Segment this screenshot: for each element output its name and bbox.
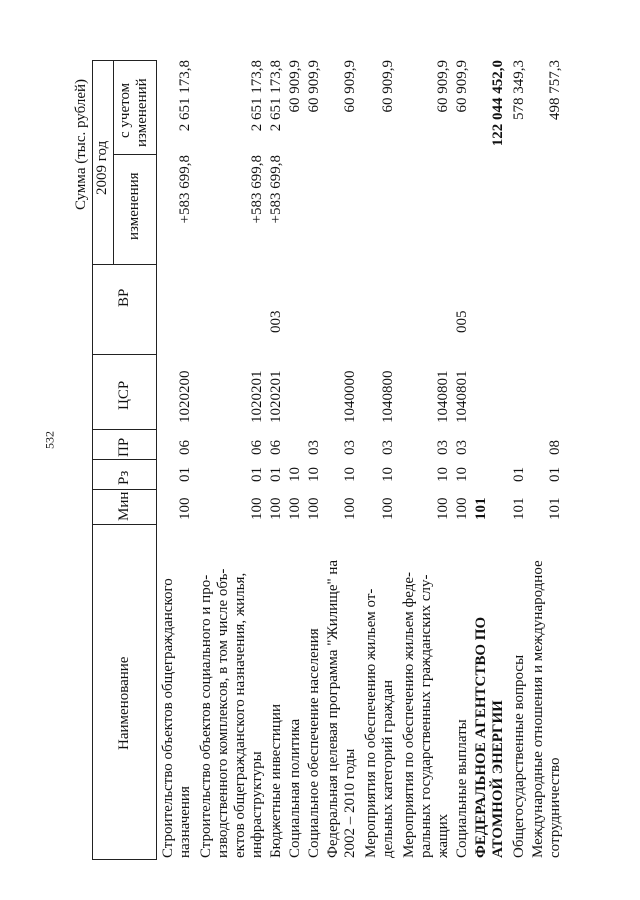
row-7-rz: 10 xyxy=(380,467,396,482)
row-8-total: 60 909,9 xyxy=(435,60,451,113)
row-1-pr: 06 xyxy=(177,440,193,455)
row-7-total: 60 909,9 xyxy=(380,60,396,113)
row-3-min: 100 xyxy=(268,497,284,520)
row-11-total: 578 349,3 xyxy=(511,60,527,120)
row-8-name-3: жащих xyxy=(435,813,451,858)
row-3-name-1: Бюджетные инвестиции xyxy=(268,704,284,858)
header-rz: Рз xyxy=(116,470,132,485)
row-9-name-1: Социальные выплаты xyxy=(454,719,470,858)
row-5-name-1: Социальное обеспечение населения xyxy=(306,628,322,858)
units-caption: Сумма (тыс. рублей) xyxy=(73,78,89,210)
row-2-name-4: инфраструктуры xyxy=(249,751,265,858)
row-9-min: 100 xyxy=(454,497,470,520)
row-6-pr: 03 xyxy=(342,440,358,455)
header-bottom-border xyxy=(156,60,157,860)
row-4-min: 100 xyxy=(287,497,303,520)
row-2-min: 100 xyxy=(249,497,265,520)
row-8-csr: 1040801 xyxy=(435,370,451,423)
row-6-name-1: Федеральная целевая программа "Жилище" на xyxy=(325,559,341,858)
row-3-total: 2 651 173,8 xyxy=(268,60,284,132)
row-5-min: 100 xyxy=(306,497,322,520)
col-border-vr xyxy=(92,264,157,265)
row-9-csr: 1040801 xyxy=(454,370,470,423)
row-2-name-1: Строительство объектов социального и про- xyxy=(198,574,214,858)
row-7-name-1: Мероприятия по обеспечению жильем от- xyxy=(363,588,379,858)
row-3-change: +583 699,8 xyxy=(268,155,284,224)
header-name: Наименование xyxy=(116,656,132,750)
row-9-vr: 005 xyxy=(454,310,470,333)
row-3-vr: 003 xyxy=(268,310,284,333)
header-pr: ПР xyxy=(116,437,132,457)
col-border-pr xyxy=(92,429,157,430)
budget-table xyxy=(70,60,590,860)
row-4-total: 60 909,9 xyxy=(287,60,303,113)
row-5-total: 60 909,9 xyxy=(306,60,322,113)
row-1-csr: 1020200 xyxy=(177,370,193,423)
row-9-rz: 10 xyxy=(454,467,470,482)
header-year: 2009 год xyxy=(94,140,110,195)
row-12-total: 498 757,3 xyxy=(547,60,563,120)
col-border-csr xyxy=(92,354,157,355)
row-10-total: 122 044 452,0 xyxy=(490,60,506,147)
row-9-total: 60 909,9 xyxy=(454,60,470,113)
row-2-pr: 06 xyxy=(249,440,265,455)
col-border-rz xyxy=(92,459,157,460)
row-1-name-2: назначения xyxy=(177,786,193,858)
header-changes: изменения xyxy=(126,172,142,240)
col-border-name xyxy=(92,524,157,525)
row-12-name-2: сотрудничество xyxy=(547,757,563,858)
row-2-name-2: изводственного комплексов, в том числе объ- xyxy=(215,568,231,858)
row-7-csr: 1040800 xyxy=(380,370,396,423)
row-6-total: 60 909,9 xyxy=(342,60,358,113)
row-2-change: +583 699,8 xyxy=(249,155,265,224)
row-1-name-1: Строительство объектов общегражданского xyxy=(160,578,176,858)
row-6-min: 100 xyxy=(342,497,358,520)
row-10-name-2: АТОМНОЙ ЭНЕРГИИ xyxy=(490,700,506,858)
row-8-rz: 10 xyxy=(435,467,451,482)
header-with-changes-1: с учетом xyxy=(117,82,133,138)
row-9-pr: 03 xyxy=(454,440,470,455)
col-border-min xyxy=(92,489,157,490)
row-1-total: 2 651 173,8 xyxy=(177,60,193,132)
row-4-name-1: Социальная политика xyxy=(287,718,303,858)
row-12-rz: 01 xyxy=(547,467,563,482)
row-11-rz: 01 xyxy=(511,467,527,482)
row-10-name-1: ФЕДЕРАЛЬНОЕ АГЕНТСТВО ПО xyxy=(473,616,489,858)
header-csr: ЦСР xyxy=(116,380,132,410)
row-7-name-2: дельных категорий граждан xyxy=(380,679,396,858)
row-12-name-1: Международные отношения и международное xyxy=(530,560,546,858)
col-border-left xyxy=(92,859,157,860)
col-border-right xyxy=(92,60,157,61)
row-7-min: 100 xyxy=(380,497,396,520)
row-8-name-1: Мероприятия по обеспечению жильем феде- xyxy=(401,572,417,858)
header-top-border xyxy=(92,60,93,860)
page-number: 532 xyxy=(42,431,57,449)
row-1-change: +583 699,8 xyxy=(177,155,193,224)
row-4-rz: 10 xyxy=(287,467,303,482)
row-3-rz: 01 xyxy=(268,467,284,482)
row-11-min: 101 xyxy=(511,497,527,520)
row-8-name-2: ральных государственных гражданских слу- xyxy=(418,574,434,858)
header-vr: ВР xyxy=(116,288,132,307)
header-with-changes-2: изменений xyxy=(134,78,150,147)
year-bottom-border xyxy=(113,60,114,265)
row-3-csr: 1020201 xyxy=(268,370,284,423)
row-8-pr: 03 xyxy=(435,440,451,455)
row-2-name-3: ектов общегражданского назначения, жилья, xyxy=(232,572,248,858)
row-10-min: 101 xyxy=(473,497,489,520)
row-8-min: 100 xyxy=(435,497,451,520)
row-6-rz: 10 xyxy=(342,467,358,482)
row-2-csr: 1020201 xyxy=(249,370,265,423)
row-3-pr: 06 xyxy=(268,440,284,455)
row-2-total: 2 651 173,8 xyxy=(249,60,265,132)
col-border-changes xyxy=(113,154,157,155)
row-11-name-1: Общегосударственные вопросы xyxy=(511,654,527,858)
row-5-pr: 03 xyxy=(306,440,322,455)
row-1-rz: 01 xyxy=(177,467,193,482)
row-12-min: 101 xyxy=(547,497,563,520)
row-7-pr: 03 xyxy=(380,440,396,455)
row-5-rz: 10 xyxy=(306,467,322,482)
row-2-rz: 01 xyxy=(249,467,265,482)
header-min: Мин xyxy=(116,491,132,521)
row-6-name-2: 2002 – 2010 годы xyxy=(342,748,358,858)
row-6-csr: 1040000 xyxy=(342,370,358,423)
row-1-min: 100 xyxy=(177,497,193,520)
row-12-pr: 08 xyxy=(547,440,563,455)
